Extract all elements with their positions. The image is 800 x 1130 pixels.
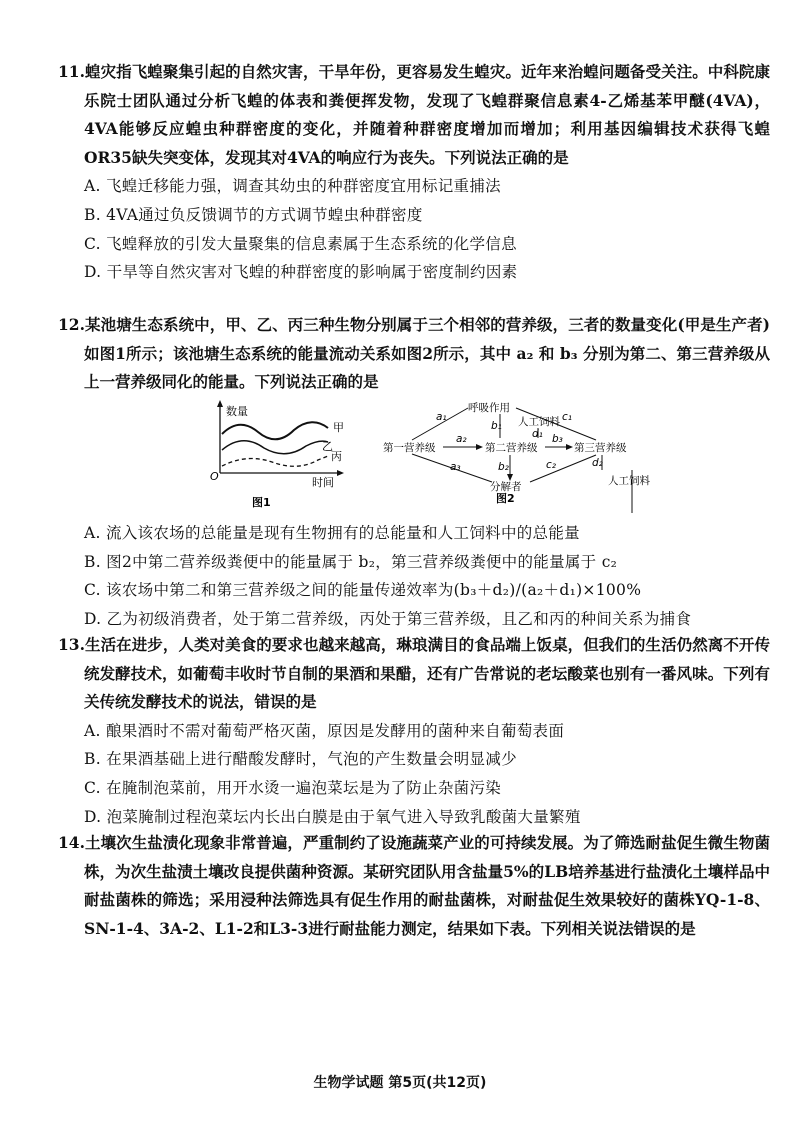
question-13-option-a: A. 酿果酒时不需对葡萄严格灭菌，原因是发酵用的菌种来自葡萄表面 — [84, 721, 565, 740]
fig2-arrow-a2 — [476, 444, 483, 450]
question-12-figures — [200, 398, 670, 513]
question-12-option-d: D. 乙为初级消费者，处于第二营养级，丙处于第三营养级，且乙和丙的种间关系为捕食 — [84, 609, 692, 628]
fig2-label-a3: a₃ — [450, 461, 461, 473]
fig1-y-arrow — [217, 400, 223, 407]
fig1-curve-jia — [222, 422, 328, 439]
question-14 — [58, 829, 770, 943]
question-11-option-b: B. 4VA通过负反馈调节的方式调节蝗虫种群密度 — [84, 205, 423, 224]
question-13-option-b: B. 在果酒基础上进行醋酸发酵时，气泡的产生数量会明显减少 — [84, 750, 517, 769]
question-14-stem: 14.土壤次生盐渍化现象非常普遍，严重制约了设施蔬菜产业的可持续发展。为了筛选耐盐促生微生物菌株，为次生盐渍土壤改良提供菌种资源。某研究团队用含盐量5%的LB培养基进行盐渍化土壤样品中耐盐菌株的筛选；采用浸种法筛选具有促生作用的耐盐菌株，对耐盐促生效果较好的菌株YQ-1-8、SN-1-4、3A-2、L1-2和L3-3进行耐盐能力测定，结果如下表。下列相关说法错误的是 — [58, 833, 770, 938]
question-13-stem: 13.生活在进步，人类对美食的要求也越来越高，琳琅满目的食品端上饭桌，但我们的生活仍然离不开传统发酵技术，如葡萄丰收时节自制的果酒和果醋，还有广告常说的老坛酸菜也别有一番风味。下列有关传统发酵技术的说法，错误的是 — [58, 635, 770, 712]
question-11-option-a: A. 飞蝗迁移能力强，调查其幼虫的种群密度宜用标记重捕法 — [84, 177, 501, 196]
fig1-label-yi: 乙 — [322, 440, 333, 453]
fig2-label-d2: d₂ — [592, 457, 603, 469]
fig2-label-b1: b₁ — [491, 420, 502, 432]
question-12-option-a: A. 流入该农场的总能量是现有生物拥有的总能量和人工饲料中的总能量 — [84, 524, 580, 542]
fig2-label-d1: d₁ — [532, 428, 543, 440]
fig2-label-a1: a₁ — [436, 411, 447, 423]
question-11-stem: 11.蝗灾指飞蝗聚集引起的自然灾害，干旱年份，更容易发生蝗灾。近年来治蝗问题备受关注。中科院康乐院士团队通过分析飞蝗的体表和粪便挥发物，发现了飞蝗群聚信息素4-乙烯基苯甲醚(4VA)，4VA能够反应蝗虫种群密度的变化，并随着种群密度增加而增加；利用基因编辑技术获得飞蝗OR35缺失突变体，发现其对4VA的响应行为丧失。下列说法正确的是 — [58, 62, 770, 167]
fig2-arrow-b2 — [507, 474, 513, 481]
question-12-stem: 12.某池塘生态系统中，甲、乙、丙三种生物分别属于三个相邻的营养级，三者的数量变化(甲是生产者)如图1所示；该池塘生态系统的能量流动关系如图2所示，其中 a₂ 和 b₃ 分别为第二、第三营养级从上一营养级同化的能量。下列说法正确的是 — [58, 315, 770, 392]
fig1-xlabel: 时间 — [312, 476, 334, 489]
question-11-option-d: D. 干旱等自然灾害对飞蝗的种群密度的影响属于密度制约因素 — [84, 263, 518, 282]
fig2-label-c2: c₂ — [546, 459, 556, 471]
fig2-feed-top: 人工饲料 — [518, 416, 560, 428]
fig2-line-c2 — [530, 455, 596, 482]
fig2-decomposer: 分解者 — [490, 481, 522, 493]
fig2-caption: 图2 — [496, 492, 515, 505]
fig2-level3: 第三营养级 — [574, 442, 627, 454]
fig2-label-c1: c₁ — [562, 411, 572, 423]
fig2-label-b3: b₃ — [552, 433, 563, 445]
fig2-arrow-b3 — [566, 444, 573, 450]
fig1-label-bing: 丙 — [331, 450, 342, 463]
question-11-option-c: C. 飞蝗释放的引发大量聚集的信息素属于生态系统的化学信息 — [84, 234, 517, 253]
fig2-feed-bottom: 人工饲料 — [608, 475, 650, 487]
question-11 — [58, 58, 770, 287]
question-12-options — [58, 519, 770, 633]
fig2-level2: 第二营养级 — [485, 442, 538, 454]
fig2-label-b2: b₂ — [498, 461, 509, 473]
figure-1 — [210, 400, 344, 509]
fig2-level1: 第一营养级 — [383, 442, 436, 454]
question-12 — [58, 311, 770, 397]
page-footer: 生物学试题 第5页(共12页) — [313, 1075, 487, 1091]
question-13-option-d: D. 泡菜腌制过程泡菜坛内长出白膜是由于氧气进入导致乳酸菌大量繁殖 — [84, 807, 581, 826]
fig1-ylabel: 数量 — [226, 405, 248, 418]
fig1-curve-bing — [222, 456, 328, 466]
question-12-option-c: C. 该农场中第二和第三营养级之间的能量传递效率为(b₃＋d₂)/(a₂＋d₁)×100% — [84, 581, 642, 600]
fig1-curve-yi — [222, 441, 328, 454]
fig1-x-arrow — [337, 470, 344, 476]
question-13 — [58, 631, 770, 831]
figure-2 — [383, 401, 650, 513]
figures-svg — [200, 398, 670, 513]
fig1-origin: O — [210, 470, 219, 483]
fig2-label-a2: a₂ — [456, 433, 467, 445]
fig2-respiration: 呼吸作用 — [468, 402, 510, 414]
question-12-option-b: B. 图2中第二营养级粪便中的能量属于 b₂，第三营养级粪便中的能量属于 c₂ — [84, 552, 618, 571]
fig1-caption: 图1 — [252, 496, 271, 509]
fig1-label-jia: 甲 — [333, 421, 344, 434]
question-13-option-c: C. 在腌制泡菜前，用开水烫一遍泡菜坛是为了防止杂菌污染 — [84, 778, 502, 797]
